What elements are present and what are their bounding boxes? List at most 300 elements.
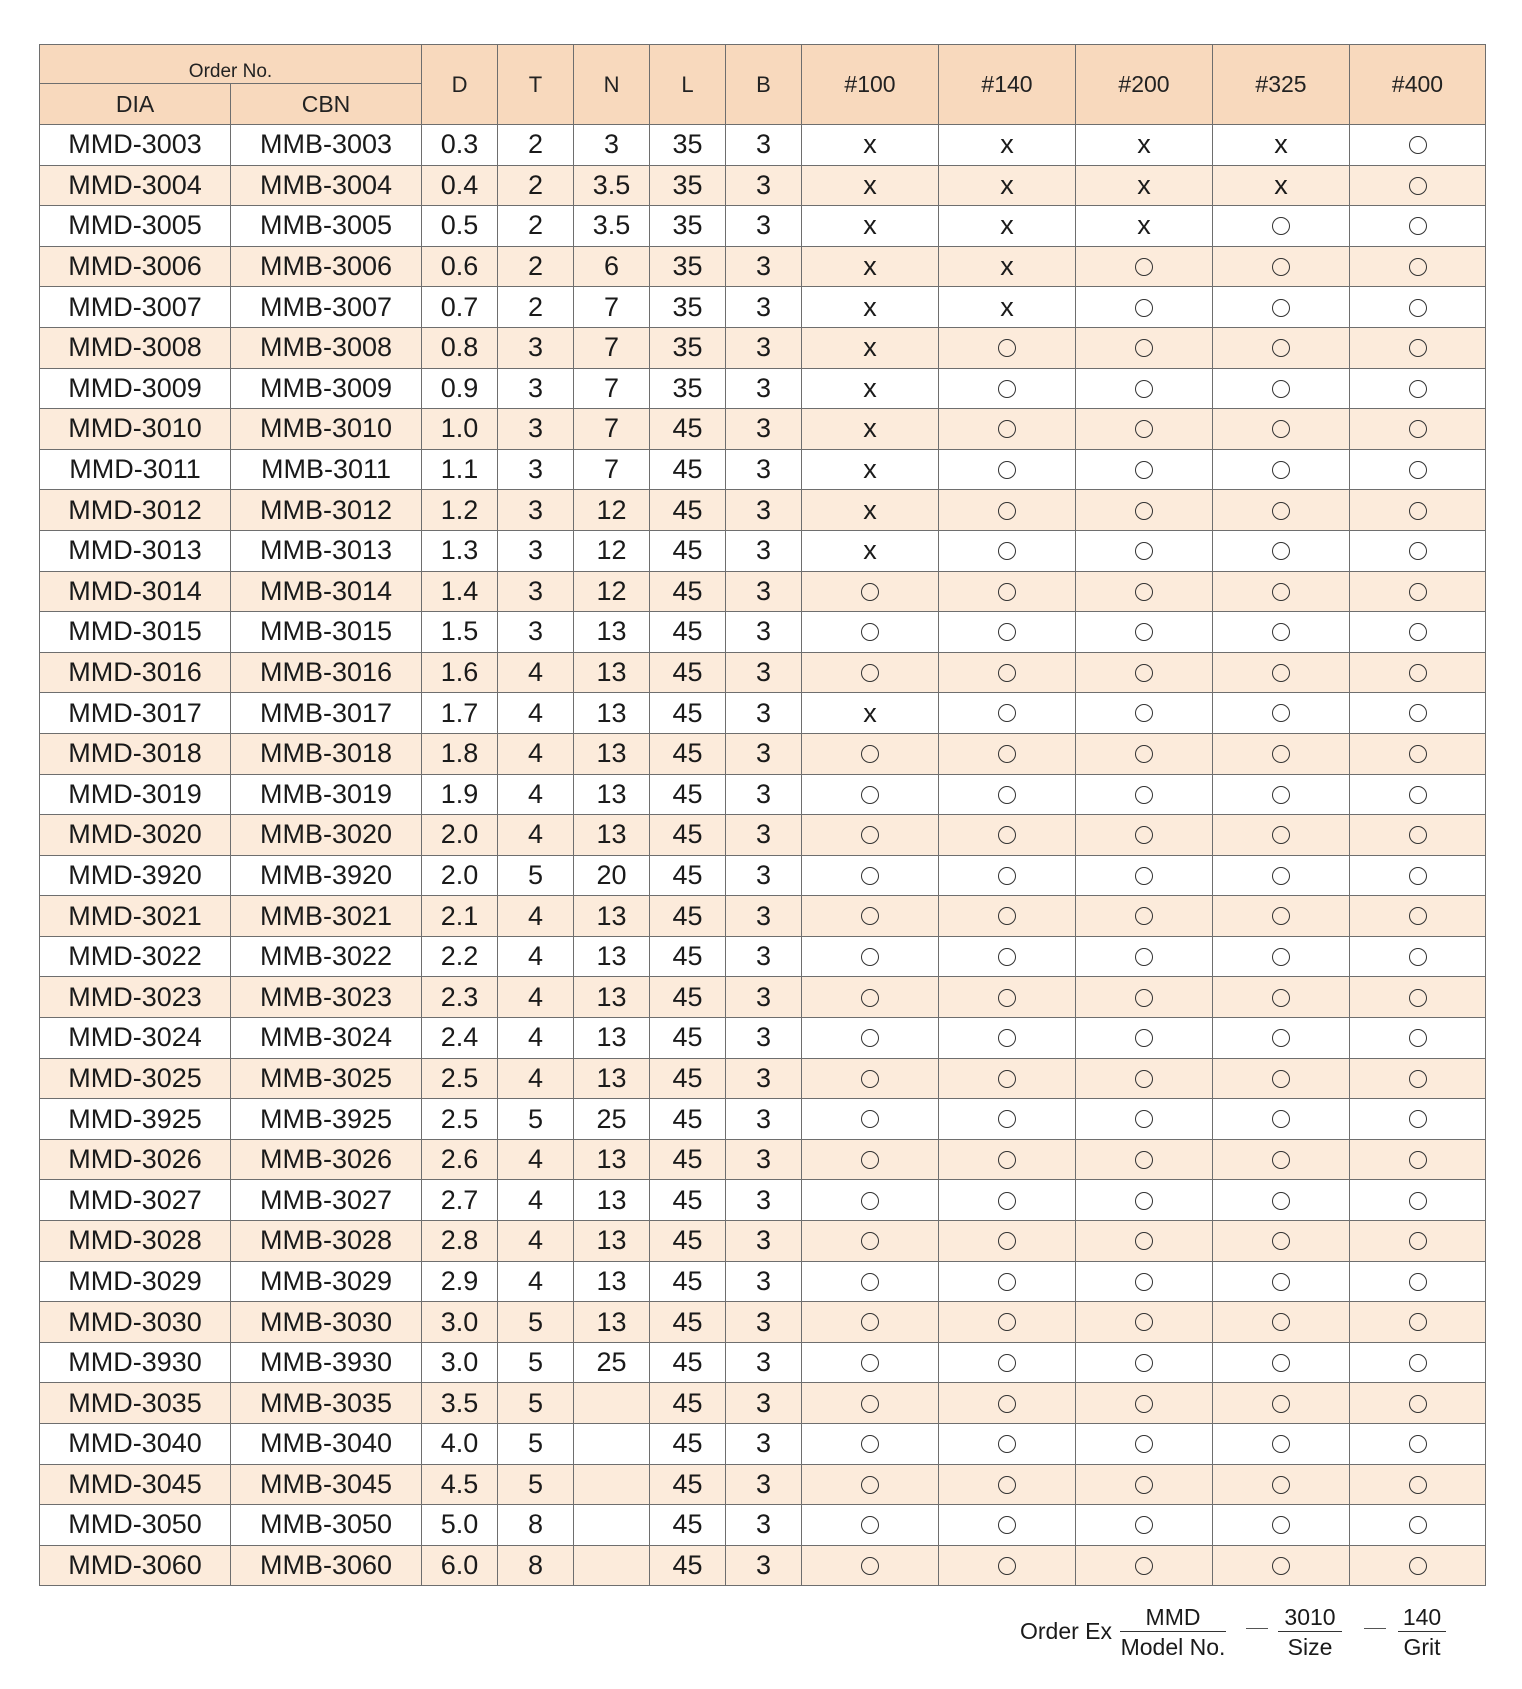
- b-cell: 3: [726, 327, 802, 368]
- grit-325-cell: [1213, 1261, 1350, 1302]
- dia-cell: MMD-3050: [40, 1505, 231, 1546]
- l-cell: 45: [650, 977, 726, 1018]
- grit-140-cell: [939, 896, 1076, 937]
- cbn-cell: MMB-3021: [231, 896, 422, 937]
- available-circle-icon: [1272, 339, 1290, 357]
- grit-140-cell: [939, 165, 1076, 206]
- cbn-cell: MMB-3020: [231, 815, 422, 856]
- available-circle-icon: [998, 1110, 1016, 1128]
- grit-140-cell: [939, 409, 1076, 450]
- available-circle-icon: [1409, 664, 1427, 682]
- b-cell: 3: [726, 125, 802, 166]
- table-row: [40, 1139, 1486, 1180]
- grit-400-cell: [1350, 693, 1486, 734]
- table-row: [40, 815, 1486, 856]
- available-circle-icon: [1272, 420, 1290, 438]
- l-cell: 35: [650, 206, 726, 247]
- available-circle-icon: [1272, 1313, 1290, 1331]
- grit-200-header: #200: [1076, 45, 1213, 125]
- order-example-separator: [1246, 1628, 1268, 1629]
- unavailable-x-mark: x: [1000, 210, 1014, 241]
- n-cell: 13: [574, 1018, 650, 1059]
- table-row: [40, 206, 1486, 247]
- available-circle-icon: [861, 1192, 879, 1210]
- available-circle-icon: [1135, 1313, 1153, 1331]
- grit-200-cell: [1076, 612, 1213, 653]
- b-cell: 3: [726, 733, 802, 774]
- d-cell: 2.5: [422, 1058, 498, 1099]
- grit-200-cell: [1076, 815, 1213, 856]
- dia-cell: MMD-3006: [40, 246, 231, 287]
- grit-200-cell: [1076, 530, 1213, 571]
- available-circle-icon: [998, 583, 1016, 601]
- n-cell: 7: [574, 327, 650, 368]
- d-cell: 0.9: [422, 368, 498, 409]
- dia-cell: MMD-3040: [40, 1424, 231, 1465]
- n-cell: 3.5: [574, 206, 650, 247]
- available-circle-icon: [861, 1557, 879, 1575]
- d-cell: 4.5: [422, 1464, 498, 1505]
- available-circle-icon: [861, 1476, 879, 1494]
- available-circle-icon: [998, 664, 1016, 682]
- available-circle-icon: [1135, 1557, 1153, 1575]
- n-cell: 12: [574, 571, 650, 612]
- available-circle-icon: [1135, 704, 1153, 722]
- unavailable-x-mark: x: [863, 210, 877, 241]
- grit-200-cell: [1076, 490, 1213, 531]
- b-cell: 3: [726, 977, 802, 1018]
- dia-cell: MMD-3010: [40, 409, 231, 450]
- table-row: [40, 165, 1486, 206]
- available-circle-icon: [861, 907, 879, 925]
- l-cell: 45: [650, 815, 726, 856]
- table-row: [40, 1099, 1486, 1140]
- unavailable-x-mark: x: [863, 251, 877, 282]
- n-cell: 13: [574, 1180, 650, 1221]
- available-circle-icon: [1409, 1395, 1427, 1413]
- t-cell: 2: [498, 206, 574, 247]
- available-circle-icon: [1409, 502, 1427, 520]
- cbn-cell: MMB-3006: [231, 246, 422, 287]
- d-cell: 2.4: [422, 1018, 498, 1059]
- unavailable-x-mark: x: [1274, 169, 1288, 200]
- dia-cell: MMD-3013: [40, 530, 231, 571]
- dia-cell: MMD-3027: [40, 1180, 231, 1221]
- t-cell: 4: [498, 1139, 574, 1180]
- table-row: [40, 1342, 1486, 1383]
- grit-200-cell: [1076, 1302, 1213, 1343]
- b-cell: 3: [726, 693, 802, 734]
- available-circle-icon: [1409, 420, 1427, 438]
- grit-140-cell: [939, 1018, 1076, 1059]
- n-cell: [574, 1464, 650, 1505]
- grit-325-cell: [1213, 125, 1350, 166]
- available-circle-icon: [998, 420, 1016, 438]
- unavailable-x-mark: x: [1137, 210, 1151, 241]
- d-cell: 2.0: [422, 815, 498, 856]
- grit-400-cell: [1350, 1302, 1486, 1343]
- grit-200-cell: [1076, 1099, 1213, 1140]
- d-cell: 1.3: [422, 530, 498, 571]
- n-cell: 13: [574, 936, 650, 977]
- available-circle-icon: [998, 989, 1016, 1007]
- dia-cell: MMD-3930: [40, 1342, 231, 1383]
- cbn-cell: MMB-3022: [231, 936, 422, 977]
- unavailable-x-mark: x: [863, 129, 877, 160]
- t-cell: 4: [498, 896, 574, 937]
- l-cell: 45: [650, 1505, 726, 1546]
- order-example-grit-value: 140: [1402, 1604, 1442, 1630]
- available-circle-icon: [1272, 583, 1290, 601]
- t-cell: 3: [498, 571, 574, 612]
- cbn-cell: MMB-3019: [231, 774, 422, 815]
- n-cell: 13: [574, 1221, 650, 1262]
- available-circle-icon: [1135, 1029, 1153, 1047]
- cbn-cell: MMB-3024: [231, 1018, 422, 1059]
- grit-325-cell: [1213, 368, 1350, 409]
- available-circle-icon: [1272, 1557, 1290, 1575]
- grit-325-cell: [1213, 571, 1350, 612]
- grit-325-cell: [1213, 1180, 1350, 1221]
- table-row: [40, 612, 1486, 653]
- b-cell: 3: [726, 449, 802, 490]
- grit-400-cell: [1350, 246, 1486, 287]
- grit-100-cell: [802, 1139, 939, 1180]
- grit-100-cell: [802, 815, 939, 856]
- n-cell: 13: [574, 815, 650, 856]
- b-cell: 3: [726, 1180, 802, 1221]
- grit-325-cell: [1213, 1342, 1350, 1383]
- l-cell: 45: [650, 1302, 726, 1343]
- cbn-cell: MMB-3005: [231, 206, 422, 247]
- grit-200-cell: [1076, 1424, 1213, 1465]
- dia-cell: MMD-3012: [40, 490, 231, 531]
- grit-140-cell: [939, 977, 1076, 1018]
- dia-cell: MMD-3018: [40, 733, 231, 774]
- unavailable-x-mark: x: [863, 332, 877, 363]
- grit-100-cell: [802, 1058, 939, 1099]
- grit-400-cell: [1350, 855, 1486, 896]
- order-no-header: Order No.: [40, 45, 422, 84]
- cbn-cell: MMB-3010: [231, 409, 422, 450]
- d-cell: 1.4: [422, 571, 498, 612]
- grit-100-header: #100: [802, 45, 939, 125]
- grit-400-cell: [1350, 327, 1486, 368]
- available-circle-icon: [861, 664, 879, 682]
- available-circle-icon: [1135, 1232, 1153, 1250]
- available-circle-icon: [1409, 1313, 1427, 1331]
- cbn-cell: MMB-3029: [231, 1261, 422, 1302]
- grit-400-cell: [1350, 1261, 1486, 1302]
- n-cell: 13: [574, 612, 650, 653]
- grit-200-cell: [1076, 1180, 1213, 1221]
- t-cell: 3: [498, 368, 574, 409]
- available-circle-icon: [1135, 786, 1153, 804]
- b-cell: 3: [726, 409, 802, 450]
- cbn-cell: MMB-3007: [231, 287, 422, 328]
- l-cell: 45: [650, 855, 726, 896]
- grit-140-cell: [939, 1058, 1076, 1099]
- available-circle-icon: [1272, 1151, 1290, 1169]
- available-circle-icon: [1409, 1151, 1427, 1169]
- d-cell: 0.8: [422, 327, 498, 368]
- grit-140-cell: [939, 327, 1076, 368]
- grit-100-cell: [802, 287, 939, 328]
- grit-100-cell: [802, 1180, 939, 1221]
- n-cell: 25: [574, 1342, 650, 1383]
- d-cell: 6.0: [422, 1545, 498, 1586]
- grit-400-cell: [1350, 1139, 1486, 1180]
- table-row: [40, 1018, 1486, 1059]
- dia-cell: MMD-3026: [40, 1139, 231, 1180]
- grit-325-cell: [1213, 1302, 1350, 1343]
- unavailable-x-mark: x: [863, 372, 877, 403]
- available-circle-icon: [1409, 1516, 1427, 1534]
- cbn-cell: MMB-3028: [231, 1221, 422, 1262]
- grit-325-header: #325: [1213, 45, 1350, 125]
- d-cell: 2.0: [422, 855, 498, 896]
- grit-140-cell: [939, 774, 1076, 815]
- table-body: [40, 125, 1486, 1586]
- d-cell: 0.6: [422, 246, 498, 287]
- cbn-cell: MMB-3015: [231, 612, 422, 653]
- n-cell: 13: [574, 977, 650, 1018]
- d-cell: 3.0: [422, 1342, 498, 1383]
- unavailable-x-mark: x: [1000, 169, 1014, 200]
- available-circle-icon: [1272, 907, 1290, 925]
- l-cell: 45: [650, 693, 726, 734]
- b-cell: 3: [726, 1139, 802, 1180]
- dia-cell: MMD-3023: [40, 977, 231, 1018]
- n-cell: 7: [574, 287, 650, 328]
- l-cell: 45: [650, 1221, 726, 1262]
- grit-100-cell: [802, 490, 939, 531]
- t-cell: 3: [498, 530, 574, 571]
- grit-140-cell: [939, 1221, 1076, 1262]
- l-cell: 35: [650, 327, 726, 368]
- table-row: [40, 936, 1486, 977]
- grit-400-cell: [1350, 936, 1486, 977]
- available-circle-icon: [998, 1476, 1016, 1494]
- grit-400-cell: [1350, 287, 1486, 328]
- dia-cell: MMD-3920: [40, 855, 231, 896]
- d-cell: 0.3: [422, 125, 498, 166]
- grit-400-cell: [1350, 1018, 1486, 1059]
- available-circle-icon: [1409, 745, 1427, 763]
- grit-100-cell: [802, 165, 939, 206]
- dia-cell: MMD-3015: [40, 612, 231, 653]
- unavailable-x-mark: x: [863, 697, 877, 728]
- grit-100-cell: [802, 1383, 939, 1424]
- available-circle-icon: [998, 1070, 1016, 1088]
- d-cell: 1.6: [422, 652, 498, 693]
- grit-400-cell: [1350, 530, 1486, 571]
- grit-325-cell: [1213, 1505, 1350, 1546]
- t-cell: 3: [498, 612, 574, 653]
- l-cell: 45: [650, 1261, 726, 1302]
- n-cell: [574, 1545, 650, 1586]
- t-cell: 5: [498, 1383, 574, 1424]
- cbn-cell: MMB-3003: [231, 125, 422, 166]
- available-circle-icon: [998, 1354, 1016, 1372]
- unavailable-x-mark: x: [863, 454, 877, 485]
- available-circle-icon: [1409, 1192, 1427, 1210]
- t-cell: 3: [498, 449, 574, 490]
- grit-400-cell: [1350, 409, 1486, 450]
- grit-325-cell: [1213, 612, 1350, 653]
- d-cell: 0.5: [422, 206, 498, 247]
- grit-100-cell: [802, 855, 939, 896]
- l-cell: 45: [650, 1099, 726, 1140]
- grit-140-cell: [939, 368, 1076, 409]
- available-circle-icon: [998, 339, 1016, 357]
- grit-400-cell: [1350, 1099, 1486, 1140]
- b-cell: 3: [726, 571, 802, 612]
- available-circle-icon: [1272, 786, 1290, 804]
- cbn-cell: MMB-3040: [231, 1424, 422, 1465]
- dia-cell: MMD-3019: [40, 774, 231, 815]
- table-row: [40, 1058, 1486, 1099]
- order-example-label: Order Ex: [1020, 1618, 1113, 1644]
- available-circle-icon: [1135, 623, 1153, 641]
- dia-cell: MMD-3014: [40, 571, 231, 612]
- cbn-cell: MMB-3017: [231, 693, 422, 734]
- grit-140-cell: [939, 693, 1076, 734]
- l-cell: 45: [650, 652, 726, 693]
- n-cell: [574, 1383, 650, 1424]
- table-row: [40, 652, 1486, 693]
- available-circle-icon: [1135, 420, 1153, 438]
- available-circle-icon: [1409, 542, 1427, 560]
- available-circle-icon: [1135, 1151, 1153, 1169]
- grit-100-cell: [802, 612, 939, 653]
- dia-cell: MMD-3024: [40, 1018, 231, 1059]
- t-cell: 4: [498, 1221, 574, 1262]
- cbn-cell: MMB-3027: [231, 1180, 422, 1221]
- available-circle-icon: [1272, 217, 1290, 235]
- b-cell: 3: [726, 1464, 802, 1505]
- dia-cell: MMD-3020: [40, 815, 231, 856]
- cbn-cell: MMB-3013: [231, 530, 422, 571]
- dia-cell: MMD-3008: [40, 327, 231, 368]
- grit-140-cell: [939, 125, 1076, 166]
- cbn-cell: MMB-3008: [231, 327, 422, 368]
- available-circle-icon: [861, 786, 879, 804]
- grit-140-cell: [939, 571, 1076, 612]
- grit-100-cell: [802, 125, 939, 166]
- dia-cell: MMD-3030: [40, 1302, 231, 1343]
- grit-100-cell: [802, 693, 939, 734]
- grit-325-cell: [1213, 246, 1350, 287]
- grit-100-cell: [802, 246, 939, 287]
- b-cell: 3: [726, 1383, 802, 1424]
- grit-100-cell: [802, 206, 939, 247]
- available-circle-icon: [998, 1313, 1016, 1331]
- available-circle-icon: [1409, 299, 1427, 317]
- d-cell: 2.2: [422, 936, 498, 977]
- grit-200-cell: [1076, 936, 1213, 977]
- l-cell: 45: [650, 1139, 726, 1180]
- available-circle-icon: [998, 1029, 1016, 1047]
- available-circle-icon: [1135, 1192, 1153, 1210]
- t-cell: 3: [498, 327, 574, 368]
- available-circle-icon: [861, 1313, 879, 1331]
- grit-200-cell: [1076, 368, 1213, 409]
- b-cell: 3: [726, 490, 802, 531]
- dia-cell: MMD-3025: [40, 1058, 231, 1099]
- available-circle-icon: [1409, 380, 1427, 398]
- available-circle-icon: [1135, 502, 1153, 520]
- grit-400-cell: [1350, 125, 1486, 166]
- available-circle-icon: [1272, 989, 1290, 1007]
- available-circle-icon: [1272, 299, 1290, 317]
- unavailable-x-mark: x: [863, 291, 877, 322]
- table-row: [40, 1221, 1486, 1262]
- available-circle-icon: [1135, 1273, 1153, 1291]
- available-circle-icon: [1272, 664, 1290, 682]
- grit-400-cell: [1350, 1545, 1486, 1586]
- d-cell: 2.8: [422, 1221, 498, 1262]
- available-circle-icon: [998, 1151, 1016, 1169]
- available-circle-icon: [1409, 704, 1427, 722]
- dia-cell: MMD-3060: [40, 1545, 231, 1586]
- available-circle-icon: [1135, 1354, 1153, 1372]
- available-circle-icon: [1272, 502, 1290, 520]
- dia-header: DIA: [40, 84, 231, 125]
- grit-140-cell: [939, 1180, 1076, 1221]
- dia-cell: MMD-3003: [40, 125, 231, 166]
- order-example-grit: [1398, 1603, 1446, 1662]
- unavailable-x-mark: x: [1000, 291, 1014, 322]
- unavailable-x-mark: x: [1274, 129, 1288, 160]
- available-circle-icon: [861, 1395, 879, 1413]
- dia-cell: MMD-3016: [40, 652, 231, 693]
- grit-400-cell: [1350, 571, 1486, 612]
- grit-100-cell: [802, 977, 939, 1018]
- grit-325-cell: [1213, 733, 1350, 774]
- d-cell: 2.3: [422, 977, 498, 1018]
- grit-200-cell: [1076, 246, 1213, 287]
- grit-325-cell: [1213, 1545, 1350, 1586]
- b-cell: 3: [726, 1342, 802, 1383]
- available-circle-icon: [1135, 826, 1153, 844]
- t-cell: 2: [498, 246, 574, 287]
- col-d-header: D: [422, 45, 498, 125]
- grit-400-cell: [1350, 896, 1486, 937]
- available-circle-icon: [998, 623, 1016, 641]
- available-circle-icon: [1272, 380, 1290, 398]
- b-cell: 3: [726, 1505, 802, 1546]
- grit-200-cell: [1076, 1505, 1213, 1546]
- n-cell: 12: [574, 490, 650, 531]
- grit-400-cell: [1350, 977, 1486, 1018]
- grit-200-cell: [1076, 1261, 1213, 1302]
- n-cell: 25: [574, 1099, 650, 1140]
- grit-200-cell: [1076, 774, 1213, 815]
- l-cell: 45: [650, 1464, 726, 1505]
- n-cell: 13: [574, 774, 650, 815]
- available-circle-icon: [1135, 1110, 1153, 1128]
- table-row: [40, 571, 1486, 612]
- dia-cell: MMD-3007: [40, 287, 231, 328]
- n-cell: [574, 1505, 650, 1546]
- dia-cell: MMD-3028: [40, 1221, 231, 1262]
- grit-140-cell: [939, 1464, 1076, 1505]
- grit-200-cell: [1076, 1221, 1213, 1262]
- grit-325-cell: [1213, 896, 1350, 937]
- grit-140-cell: [939, 1545, 1076, 1586]
- grit-200-cell: [1076, 896, 1213, 937]
